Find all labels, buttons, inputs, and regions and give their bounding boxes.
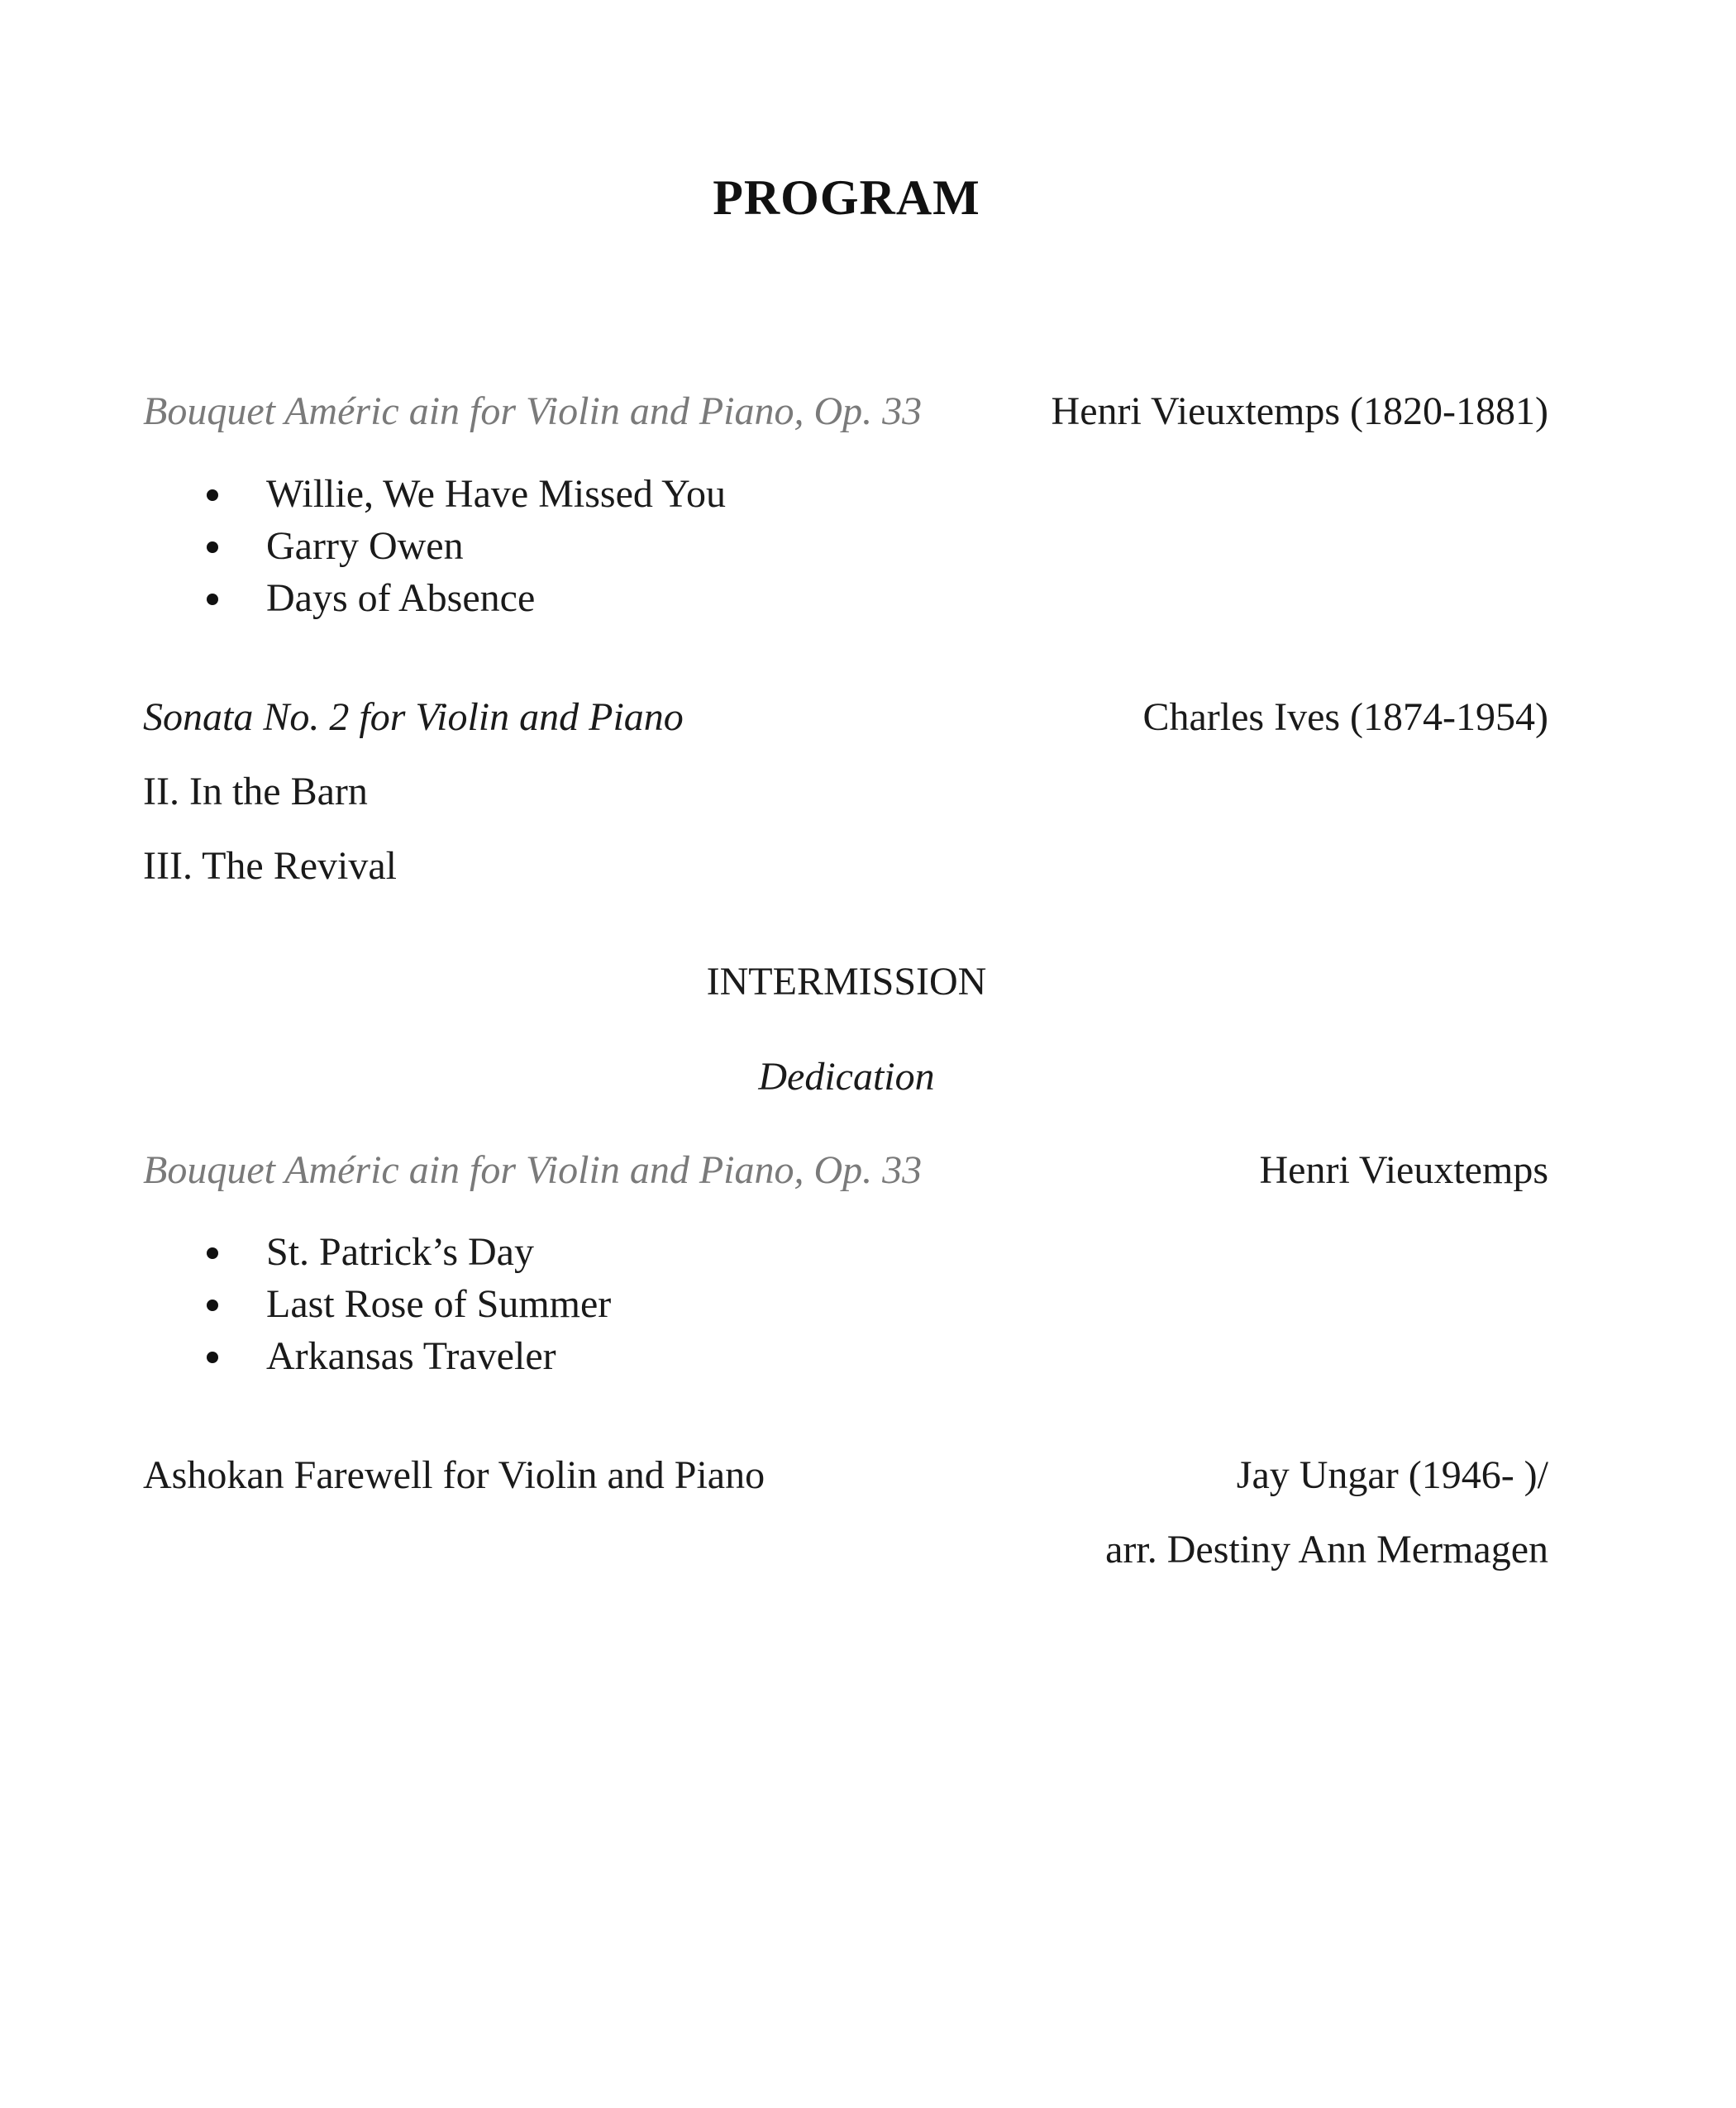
movement-list [207, 1226, 611, 1382]
movement-iii: III. The Revival [143, 844, 398, 888]
movement-title: Arkansas Traveler [266, 1334, 556, 1378]
list-item [207, 1330, 611, 1382]
bullet-icon [207, 1247, 218, 1259]
movement-title: Garry Owen [266, 524, 464, 568]
program-entry-vieuxtemps-1 [143, 389, 1548, 438]
list-item [207, 520, 726, 572]
bullet-icon [207, 489, 218, 501]
movement-title: Willie, We Have Missed You [266, 472, 726, 516]
work-title: Ashokan Farewell for Violin and Piano [143, 1453, 765, 1497]
page-title: PROGRAM [713, 170, 980, 225]
arranger-name: arr. Destiny Ann Mermagen [1105, 1528, 1548, 1571]
list-item [207, 1278, 611, 1330]
movement-title: Last Rose of Summer [266, 1282, 612, 1326]
movement-title: Days of Absence [266, 576, 536, 620]
work-title: Sonata No. 2 for Violin and Piano [143, 695, 684, 739]
movement-list [207, 468, 726, 624]
movement-title: St. Patrick’s Day [266, 1230, 534, 1274]
program-entry-ives [143, 694, 1548, 744]
work-title: Bouquet Améric ain for Violin and Piano, Op. 33 [143, 389, 923, 433]
work-title: Bouquet Améric ain for Violin and Piano, Op. 33 [143, 1148, 923, 1192]
composer-name: Henri Vieuxtemps (1820-1881) [1051, 389, 1548, 433]
bullet-icon [207, 1300, 218, 1311]
program-entry-ungar [143, 1452, 1548, 1502]
bullet-icon [207, 1352, 218, 1363]
bullet-icon [207, 541, 218, 553]
movement-ii: II. In the Barn [143, 770, 368, 813]
program-entry-vieuxtemps-2 [143, 1147, 1548, 1197]
list-item [207, 1226, 611, 1278]
dedication-label: Dedication [758, 1055, 935, 1099]
composer-name: Henri Vieuxtemps [1259, 1148, 1548, 1192]
intermission-label: INTERMISSION [706, 960, 987, 1004]
bullet-icon [207, 594, 218, 605]
arranger-row [143, 1527, 1548, 1576]
list-item [207, 572, 726, 624]
list-item [207, 468, 726, 520]
composer-name: Charles Ives (1874-1954) [1142, 695, 1548, 739]
composer-name: Jay Ungar (1946- )/ [1236, 1453, 1548, 1497]
